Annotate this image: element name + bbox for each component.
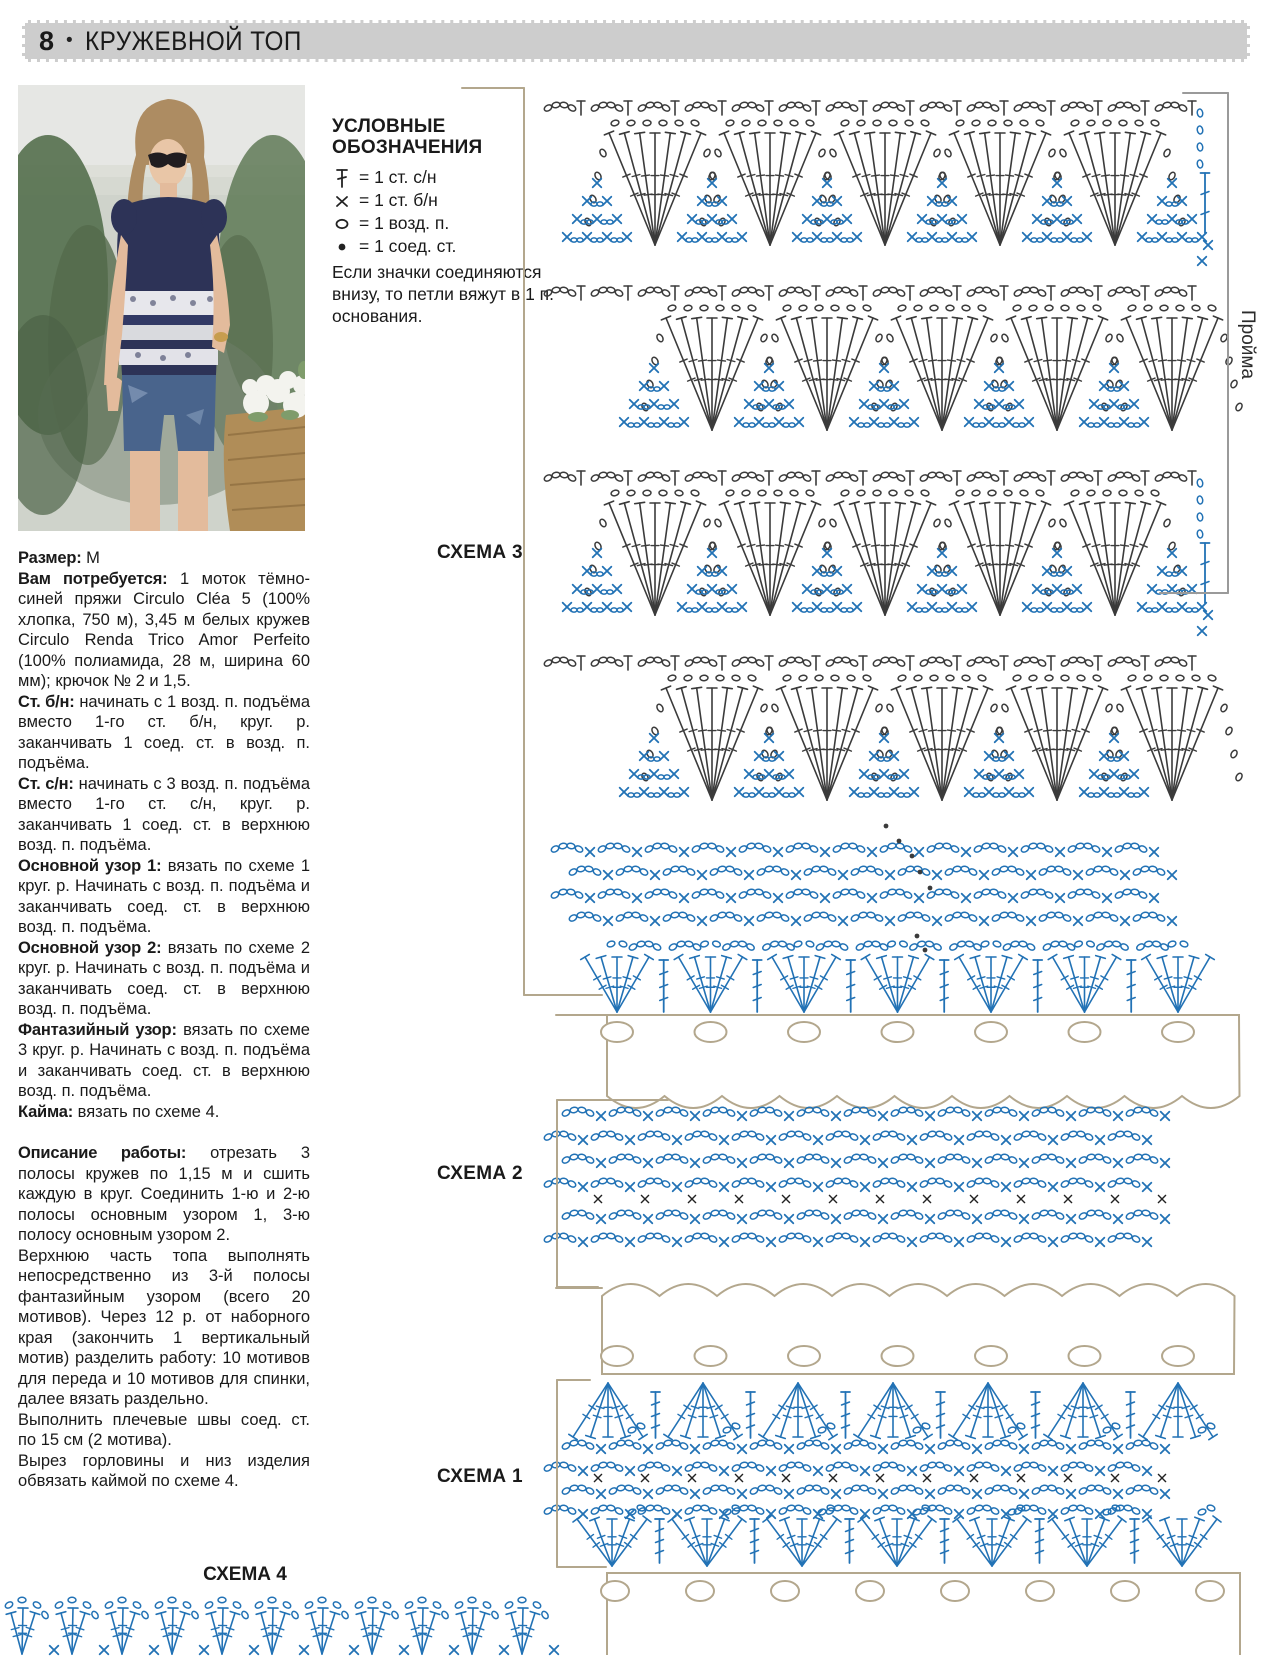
schema-3-label: СХЕМА 3 <box>437 542 523 563</box>
instruction-paragraph: Основной узор 2: вязать по схеме 2 круг. р. Начинать с возд. п. подъёма и заканчивать соед. ст. в верхнюю возд. п. подъёма. <box>18 938 311 1018</box>
instruction-paragraph: Вырез горловины и низ изделия обвязать каймой по схеме 4. <box>18 1451 310 1490</box>
double-crochet-icon <box>332 167 352 189</box>
armhole-bracket <box>1160 93 1228 593</box>
slip-stitch-icon <box>332 239 352 255</box>
model-photo-art <box>18 85 305 531</box>
legend-item-slst: = 1 соед. ст. <box>332 235 557 258</box>
legend-item-ch: = 1 возд. п. <box>332 212 557 235</box>
page-header <box>22 20 1250 62</box>
instruction-paragraph: Основной узор 1: вязать по схеме 1 круг. р. Начинать с возд. п. подъёма и заканчивать соед. ст. в верхнюю возд. п. подъёма. <box>18 856 311 936</box>
instruction-paragraph: Кайма: вязать по схеме 4. <box>18 1102 220 1121</box>
instruction-paragraph: Выполнить плечевые швы соед. ст. по 15 см (2 мотива). <box>18 1410 310 1449</box>
lace-band-3 <box>601 1573 1240 1655</box>
schema-3-chart <box>543 101 1243 1012</box>
instruction-paragraph: Вам потребуется: 1 моток тёмно-синей пряжи Circulo Cléa 5 (100% хлопка, 750 м), 3,45 м белых кружев Circulo Renda Trico Amor Perfeito (100% полиамида, 28 м, ширина 60 мм); крючок № 2 и 1,5. <box>18 569 310 690</box>
legend <box>332 116 557 327</box>
page-title: КРУЖЕВНОЙ ТОП <box>84 25 302 56</box>
armhole-label: Пройма <box>1237 310 1258 380</box>
instruction-paragraph: Верхнюю часть топа выполнять непосредственно из 3-й полосы фантазийным узором (всего 20 мотивов). Через 12 р. от наборного края (закончить 1 вертикальный мотив) разделить работу: 10 мотивов для переда и 10 мотивов для спинки, далее вязать раздельно. <box>18 1246 310 1408</box>
single-crochet-icon <box>332 193 352 209</box>
instruction-paragraph: Ст. с/н: начинать с 3 возд. п. подъёма вместо 1-го ст. с/н, круг. р. заканчивать 1 соед. ст. в верхнюю возд. п. подъёма. <box>18 774 311 854</box>
legend-item-sc: = 1 ст. б/н <box>332 189 557 212</box>
lace-band-1 <box>556 1015 1240 1108</box>
instruction-paragraph: Фантазийный узор: вязать по схеме 3 круг. р. Начинать с возд. п. подъёма и заканчивать соед. ст. в верхнюю возд. п. подъёма. <box>18 1020 310 1100</box>
instruction-paragraph: Размер: M <box>18 549 100 567</box>
page-number: 8 <box>39 25 55 56</box>
schema-4-chart <box>4 1597 558 1654</box>
title-separator: • <box>66 30 73 51</box>
instruction-paragraph: Описание работы: отрезать 3 полосы кружев по 1,15 м и сшить каждую в круг. Соединить 1-ю и 2-ю полосы основным узором 1, 3-ю полосу основным узором 2. <box>18 1144 310 1244</box>
instruction-paragraph: Ст. б/н: начинать с 1 возд. п. подъёма вместо 1-го ст. б/н, круг. р. заканчивать 1 соед. ст. в возд. п. подъёма. <box>18 692 310 772</box>
legend-title: УСЛОВНЫЕ ОБОЗНАЧЕНИЯ <box>332 116 483 158</box>
lace-band-2 <box>556 1284 1235 1374</box>
model-photo <box>18 85 305 531</box>
schema-4-label: СХЕМА 4 <box>203 1564 287 1585</box>
legend-note: Если значки соединяются внизу, то петли вяжут в 1 п. основания. <box>332 262 555 326</box>
schema-2-label: СХЕМА 2 <box>437 1163 523 1184</box>
schema-1-label: СХЕМА 1 <box>437 1466 523 1487</box>
chain-stitch-icon <box>332 216 352 232</box>
legend-item-dc: = 1 ст. с/н <box>332 166 557 189</box>
pattern-instructions <box>18 548 310 1492</box>
schema-2-chart <box>543 1107 1169 1247</box>
schema-1-chart <box>543 1383 1221 1566</box>
